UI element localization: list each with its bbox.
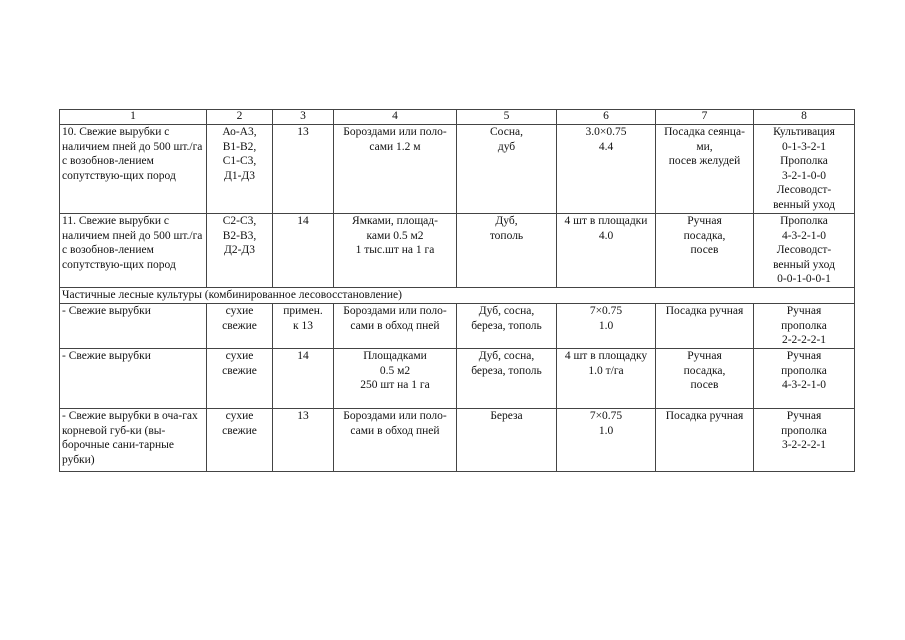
table-cell: Береза — [457, 409, 557, 472]
forest-culture-table — [59, 109, 855, 472]
table-cell: 7×0.75 1.0 — [557, 304, 656, 349]
table-cell: 7×0.75 1.0 — [557, 409, 656, 472]
header-cell: 3 — [273, 110, 334, 125]
table-cell: Площадками 0.5 м2 250 шт на 1 га — [334, 349, 457, 409]
table-cell: сухие свежие — [207, 409, 273, 472]
table-cell: - Свежие вырубки — [60, 304, 207, 349]
table-cell: Ручная прополка 2-2-2-2-1 — [754, 304, 855, 349]
table-row — [60, 125, 855, 214]
table-cell: Ао-А3, В1-В2, С1-С3, Д1-Д3 — [207, 125, 273, 214]
table-cell: Бороздами или поло- сами 1.2 м — [334, 125, 457, 214]
table-cell: Посадка ручная — [656, 304, 754, 349]
table-cell: Бороздами или поло- сами в обход пней — [334, 304, 457, 349]
table-cell: Сосна, дуб — [457, 125, 557, 214]
header-cell: 4 — [334, 110, 457, 125]
table-cell: Ручная посадка, посев — [656, 349, 754, 409]
table-cell: С2-С3, В2-В3, Д2-Д3 — [207, 214, 273, 288]
table-cell: Дуб, тополь — [457, 214, 557, 288]
table-row — [60, 304, 855, 349]
table-cell: Бороздами или поло- сами в обход пней — [334, 409, 457, 472]
table-cell: Культивация 0-1-3-2-1 Прополка 3-2-1-0-0 Лесоводст- венный уход — [754, 125, 855, 214]
table-cell: примен. к 13 — [273, 304, 334, 349]
table-cell: сухие свежие — [207, 304, 273, 349]
table-cell: 14 — [273, 214, 334, 288]
table-cell: сухие свежие — [207, 349, 273, 409]
header-cell: 1 — [60, 110, 207, 125]
table-cell: Прополка 4-3-2-1-0 Лесоводст- венный уход 0-0-1-0-0-1 — [754, 214, 855, 288]
header-cell: 8 — [754, 110, 855, 125]
header-row — [60, 110, 855, 125]
header-cell: 2 — [207, 110, 273, 125]
table-cell: 13 — [273, 125, 334, 214]
header-cell: 6 — [557, 110, 656, 125]
table-row — [60, 214, 855, 288]
table-cell: 11. Свежие вырубки с наличием пней до 500 шт./га с возобнов-лением сопутствую-щих пород — [60, 214, 207, 288]
table-cell: - Свежие вырубки в оча-гах корневой губ-ки (вы-борочные сани-тарные рубки) — [60, 409, 207, 472]
table-cell: 14 — [273, 349, 334, 409]
table-cell: Дуб, сосна, береза, тополь — [457, 349, 557, 409]
table-cell: - Свежие вырубки — [60, 349, 207, 409]
table-cell: 10. Свежие вырубки с наличием пней до 500 шт./га с возобнов-лением сопутствую-щих пород — [60, 125, 207, 214]
section-row — [60, 288, 855, 304]
table-cell: Ручная прополка 3-2-2-2-1 — [754, 409, 855, 472]
table-row — [60, 409, 855, 472]
table-cell: Ручная прополка 4-3-2-1-0 — [754, 349, 855, 409]
table-cell: Дуб, сосна, береза, тополь — [457, 304, 557, 349]
table-row — [60, 349, 855, 409]
table-cell: 4 шт в площадку 1.0 т/га — [557, 349, 656, 409]
table-cell: Ямками, площад- ками 0.5 м2 1 тыс.шт на 1 га — [334, 214, 457, 288]
table-cell: 4 шт в площадки 4.0 — [557, 214, 656, 288]
table-cell: Ручная посадка, посев — [656, 214, 754, 288]
table-cell: Посадка сеянца- ми, посев желудей — [656, 125, 754, 214]
table-cell: Посадка ручная — [656, 409, 754, 472]
header-cell: 7 — [656, 110, 754, 125]
header-cell: 5 — [457, 110, 557, 125]
table-cell: 3.0×0.75 4.4 — [557, 125, 656, 214]
table-cell: 13 — [273, 409, 334, 472]
section-title: Частичные лесные культуры (комбинированное лесовосстановление) — [60, 288, 855, 304]
